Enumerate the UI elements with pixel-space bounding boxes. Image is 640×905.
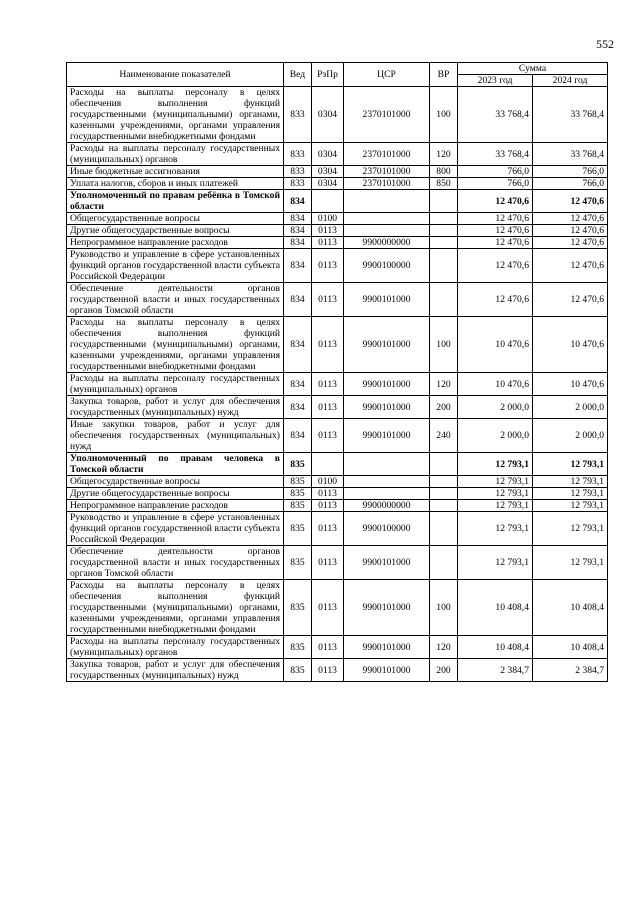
cell-rzpr: 0304 <box>312 166 344 178</box>
cell-csr <box>344 488 430 500</box>
header-ved: Вед <box>284 63 312 87</box>
header-year-2024: 2024 год <box>533 75 608 87</box>
cell-2023: 33 768,4 <box>458 87 533 143</box>
cell-name: Непрограммное направление расходов <box>67 237 284 249</box>
cell-rzpr: 0113 <box>312 249 344 283</box>
table-row <box>67 283 608 317</box>
cell-csr: 9900000000 <box>344 237 430 249</box>
cell-2024: 12 793,1 <box>533 453 608 476</box>
cell-2024: 12 793,1 <box>533 500 608 512</box>
cell-vr: 850 <box>430 178 458 190</box>
cell-name: Обеспечение деятельности органов государственной власти и иных государственных органов Томской области <box>67 546 284 580</box>
cell-vr <box>430 213 458 225</box>
cell-ved: 835 <box>284 659 312 682</box>
cell-ved: 834 <box>284 249 312 283</box>
table-row <box>67 580 608 636</box>
cell-2024: 2 000,0 <box>533 396 608 419</box>
cell-csr: 2370101000 <box>344 87 430 143</box>
cell-csr <box>344 453 430 476</box>
cell-name: Закупка товаров, работ и услуг для обеспечения государственных (муниципальных) нужд <box>67 396 284 419</box>
cell-ved: 834 <box>284 190 312 213</box>
table-row <box>67 237 608 249</box>
cell-name: Расходы на выплаты персоналу государственных (муниципальных) органов <box>67 373 284 396</box>
cell-2023: 12 793,1 <box>458 488 533 500</box>
cell-csr: 9900101000 <box>344 419 430 453</box>
cell-vr <box>430 476 458 488</box>
cell-ved: 834 <box>284 237 312 249</box>
cell-rzpr: 0304 <box>312 87 344 143</box>
cell-csr: 9900100000 <box>344 512 430 546</box>
cell-vr: 100 <box>430 580 458 636</box>
table-row <box>67 512 608 546</box>
header-csr: ЦСР <box>344 63 430 87</box>
table-row <box>67 396 608 419</box>
cell-2023: 2 000,0 <box>458 396 533 419</box>
cell-2023: 12 470,6 <box>458 225 533 237</box>
cell-2024: 2 000,0 <box>533 419 608 453</box>
cell-rzpr <box>312 190 344 213</box>
page-number: 552 <box>596 37 614 51</box>
table-row <box>67 453 608 476</box>
cell-rzpr: 0113 <box>312 488 344 500</box>
cell-rzpr: 0113 <box>312 225 344 237</box>
cell-2024: 10 470,6 <box>533 373 608 396</box>
cell-csr: 9900101000 <box>344 659 430 682</box>
cell-vr <box>430 512 458 546</box>
cell-ved: 835 <box>284 546 312 580</box>
cell-name: Руководство и управление в сфере установленных функций органов государственной власти субъекта Российской Федерации <box>67 512 284 546</box>
cell-2023: 12 793,1 <box>458 476 533 488</box>
cell-2023: 33 768,4 <box>458 143 533 166</box>
cell-2024: 12 470,6 <box>533 237 608 249</box>
cell-ved: 835 <box>284 488 312 500</box>
cell-2024: 33 768,4 <box>533 143 608 166</box>
cell-name: Непрограммное направление расходов <box>67 500 284 512</box>
table-row <box>67 476 608 488</box>
cell-rzpr: 0113 <box>312 283 344 317</box>
cell-2024: 12 470,6 <box>533 213 608 225</box>
cell-rzpr: 0304 <box>312 178 344 190</box>
cell-vr <box>430 500 458 512</box>
cell-ved: 835 <box>284 580 312 636</box>
cell-csr: 9900101000 <box>344 396 430 419</box>
cell-2024: 10 470,6 <box>533 317 608 373</box>
cell-rzpr: 0113 <box>312 419 344 453</box>
cell-rzpr: 0100 <box>312 476 344 488</box>
cell-name: Расходы на выплаты персоналу в целях обеспечения выполнения функций государственными (муниципальными) органами, казенными учреждениями, органами управления государственными внебюджетными фондами <box>67 580 284 636</box>
cell-csr: 9900100000 <box>344 249 430 283</box>
cell-csr: 9900101000 <box>344 546 430 580</box>
cell-vr: 120 <box>430 143 458 166</box>
cell-name: Уполномоченный по правам человека в Томской области <box>67 453 284 476</box>
cell-2023: 12 470,6 <box>458 213 533 225</box>
cell-vr <box>430 546 458 580</box>
cell-csr: 9900101000 <box>344 580 430 636</box>
cell-name: Уплата налогов, сборов и иных платежей <box>67 178 284 190</box>
header-name: Наименование показателей <box>67 63 284 87</box>
cell-csr: 9900101000 <box>344 283 430 317</box>
cell-csr: 2370101000 <box>344 166 430 178</box>
cell-name: Расходы на выплаты персоналу в целях обеспечения выполнения функций государственными (муниципальными) органами, казенными учреждениями, органами управления государственными внебюджетными фондами <box>67 87 284 143</box>
cell-2023: 12 470,6 <box>458 237 533 249</box>
cell-csr <box>344 190 430 213</box>
header-sum: Сумма <box>458 63 608 75</box>
header-rzpr: РзПр <box>312 63 344 87</box>
cell-name: Расходы на выплаты персоналу государственных (муниципальных) органов <box>67 143 284 166</box>
cell-rzpr: 0113 <box>312 396 344 419</box>
table-row <box>67 488 608 500</box>
cell-vr <box>430 225 458 237</box>
cell-rzpr: 0113 <box>312 500 344 512</box>
cell-ved: 833 <box>284 166 312 178</box>
cell-ved: 834 <box>284 213 312 225</box>
table-row <box>67 317 608 373</box>
cell-2023: 10 470,6 <box>458 373 533 396</box>
cell-ved: 834 <box>284 373 312 396</box>
cell-rzpr: 0113 <box>312 237 344 249</box>
cell-csr <box>344 225 430 237</box>
cell-2024: 2 384,7 <box>533 659 608 682</box>
cell-2024: 12 470,6 <box>533 283 608 317</box>
cell-2023: 766,0 <box>458 166 533 178</box>
table-row <box>67 500 608 512</box>
cell-2024: 12 793,1 <box>533 546 608 580</box>
cell-name: Другие общегосударственные вопросы <box>67 225 284 237</box>
cell-vr <box>430 237 458 249</box>
cell-vr <box>430 249 458 283</box>
cell-2023: 12 793,1 <box>458 500 533 512</box>
cell-name: Иные закупки товаров, работ и услуг для обеспечения государственных (муниципальных) нужд <box>67 419 284 453</box>
cell-vr <box>430 453 458 476</box>
cell-2023: 12 470,6 <box>458 283 533 317</box>
cell-csr: 2370101000 <box>344 143 430 166</box>
cell-ved: 833 <box>284 143 312 166</box>
cell-rzpr: 0113 <box>312 373 344 396</box>
cell-rzpr: 0113 <box>312 659 344 682</box>
cell-rzpr: 0113 <box>312 580 344 636</box>
cell-ved: 833 <box>284 178 312 190</box>
cell-2024: 12 793,1 <box>533 476 608 488</box>
cell-rzpr: 0100 <box>312 213 344 225</box>
cell-vr: 800 <box>430 166 458 178</box>
cell-2023: 10 408,4 <box>458 580 533 636</box>
cell-ved: 834 <box>284 396 312 419</box>
cell-ved: 835 <box>284 500 312 512</box>
cell-ved: 835 <box>284 636 312 659</box>
cell-vr <box>430 488 458 500</box>
cell-2024: 10 408,4 <box>533 580 608 636</box>
cell-vr <box>430 190 458 213</box>
cell-2023: 2 000,0 <box>458 419 533 453</box>
cell-2024: 12 793,1 <box>533 488 608 500</box>
cell-2023: 12 793,1 <box>458 512 533 546</box>
cell-2024: 12 793,1 <box>533 512 608 546</box>
cell-vr: 100 <box>430 317 458 373</box>
table-row <box>67 636 608 659</box>
cell-csr <box>344 476 430 488</box>
header-vr: ВР <box>430 63 458 87</box>
cell-ved: 835 <box>284 476 312 488</box>
cell-2024: 10 408,4 <box>533 636 608 659</box>
header-year-2023: 2023 год <box>458 75 533 87</box>
table-row <box>67 178 608 190</box>
cell-csr: 9900000000 <box>344 500 430 512</box>
table-row <box>67 190 608 213</box>
cell-vr: 200 <box>430 659 458 682</box>
table-row <box>67 249 608 283</box>
cell-name: Закупка товаров, работ и услуг для обеспечения государственных (муниципальных) нужд <box>67 659 284 682</box>
table-row <box>67 166 608 178</box>
cell-2024: 12 470,6 <box>533 190 608 213</box>
cell-2024: 766,0 <box>533 166 608 178</box>
cell-rzpr: 0113 <box>312 546 344 580</box>
cell-ved: 835 <box>284 512 312 546</box>
cell-name: Другие общегосударственные вопросы <box>67 488 284 500</box>
cell-ved: 834 <box>284 225 312 237</box>
table-row <box>67 373 608 396</box>
cell-vr: 240 <box>430 419 458 453</box>
cell-vr: 120 <box>430 636 458 659</box>
table-row <box>67 143 608 166</box>
cell-name: Общегосударственные вопросы <box>67 476 284 488</box>
cell-rzpr: 0113 <box>312 317 344 373</box>
cell-ved: 834 <box>284 283 312 317</box>
table-row <box>67 87 608 143</box>
cell-2023: 12 793,1 <box>458 546 533 580</box>
cell-name: Уполномоченный по правам ребёнка в Томской области <box>67 190 284 213</box>
cell-name: Расходы на выплаты персоналу в целях обеспечения выполнения функций государственными (муниципальными) органами, казенными учреждениями, органами управления государственными внебюджетными фондами <box>67 317 284 373</box>
cell-ved: 834 <box>284 317 312 373</box>
cell-name: Расходы на выплаты персоналу государственных (муниципальных) органов <box>67 636 284 659</box>
cell-2024: 766,0 <box>533 178 608 190</box>
table-header <box>67 63 608 87</box>
cell-rzpr: 0304 <box>312 143 344 166</box>
cell-csr: 9900101000 <box>344 636 430 659</box>
cell-rzpr: 0113 <box>312 636 344 659</box>
cell-rzpr <box>312 453 344 476</box>
cell-ved: 833 <box>284 87 312 143</box>
cell-csr: 9900101000 <box>344 317 430 373</box>
cell-2023: 2 384,7 <box>458 659 533 682</box>
cell-vr: 120 <box>430 373 458 396</box>
cell-2023: 12 793,1 <box>458 453 533 476</box>
table-row <box>67 546 608 580</box>
table-row <box>67 419 608 453</box>
cell-name: Руководство и управление в сфере установленных функций органов государственной власти субъекта Российской Федерации <box>67 249 284 283</box>
cell-2023: 10 408,4 <box>458 636 533 659</box>
cell-csr <box>344 213 430 225</box>
cell-2023: 10 470,6 <box>458 317 533 373</box>
cell-ved: 835 <box>284 453 312 476</box>
cell-2024: 33 768,4 <box>533 87 608 143</box>
cell-2023: 766,0 <box>458 178 533 190</box>
cell-ved: 834 <box>284 419 312 453</box>
cell-name: Иные бюджетные ассигнования <box>67 166 284 178</box>
cell-csr: 9900101000 <box>344 373 430 396</box>
cell-2024: 12 470,6 <box>533 249 608 283</box>
table-row <box>67 213 608 225</box>
cell-rzpr: 0113 <box>312 512 344 546</box>
cell-vr: 100 <box>430 87 458 143</box>
budget-table <box>66 62 608 682</box>
cell-2023: 12 470,6 <box>458 190 533 213</box>
cell-csr: 2370101000 <box>344 178 430 190</box>
cell-vr <box>430 283 458 317</box>
table-body <box>67 87 608 682</box>
cell-name: Общегосударственные вопросы <box>67 213 284 225</box>
cell-name: Обеспечение деятельности органов государственной власти и иных государственных органов Томской области <box>67 283 284 317</box>
table-row <box>67 659 608 682</box>
table-row <box>67 225 608 237</box>
cell-vr: 200 <box>430 396 458 419</box>
cell-2023: 12 470,6 <box>458 249 533 283</box>
cell-2024: 12 470,6 <box>533 225 608 237</box>
